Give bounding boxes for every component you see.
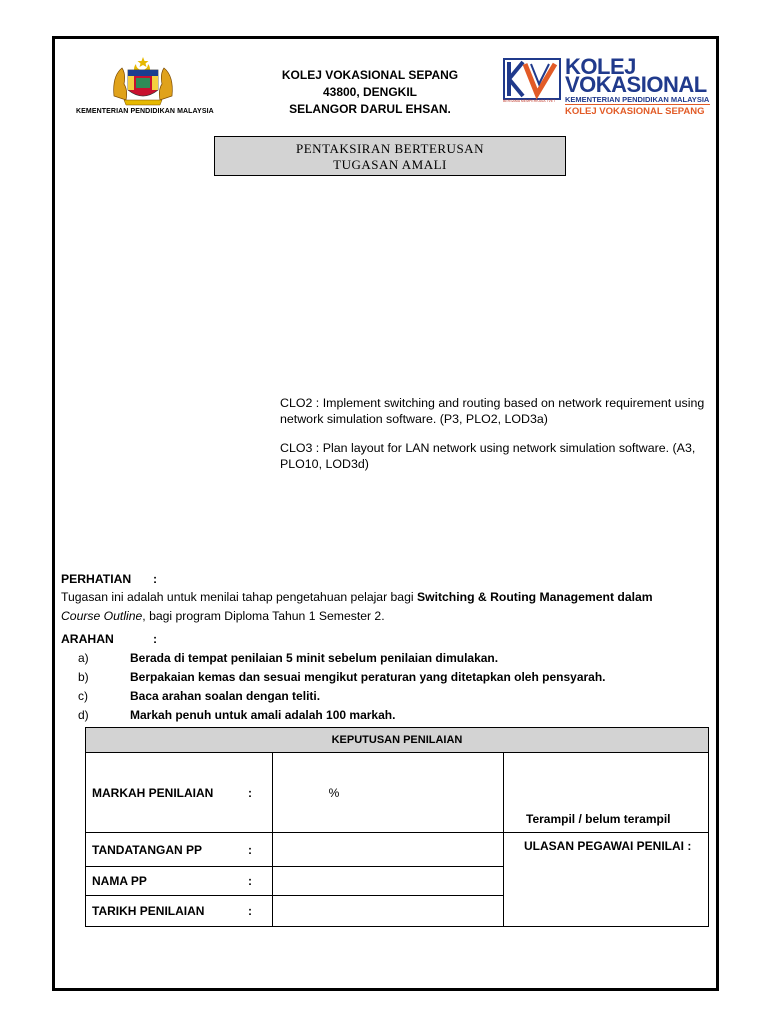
list-item [78, 687, 606, 706]
list-item [78, 668, 606, 687]
tarikh-colon: : [248, 904, 252, 918]
perhatian-paragraph [61, 588, 721, 626]
terampil-cell[interactable] [504, 753, 709, 833]
table-header: KEPUTUSAN PENILAIAN [86, 728, 709, 753]
logo-word-kolej: KOLEJ [565, 54, 636, 79]
kolej-vokasional-logo [503, 56, 713, 120]
list-item-key: c) [78, 689, 88, 703]
school-name: KOLEJ VOKASIONAL SEPANG [281, 68, 459, 82]
list-item-text: Baca arahan soalan dengan teliti. [130, 689, 321, 703]
list-item-key: b) [78, 670, 89, 684]
markah-colon: : [248, 785, 252, 800]
tandatangan-label-cell [86, 833, 273, 867]
list-item-text: Berpakaian kemas dan sesuai mengikut peraturan yang ditetapkan oleh pensyarah. [130, 670, 606, 684]
arahan-heading [61, 632, 158, 646]
perhatian-colon: : [153, 572, 158, 586]
logo-college: KOLEJ VOKASIONAL SEPANG [565, 106, 705, 117]
markah-value-cell[interactable] [273, 753, 504, 833]
coat-of-arms-icon [108, 56, 178, 106]
perhatian-label: PERHATIAN [61, 572, 132, 586]
logo-word-vokasional: VOKASIONAL [565, 72, 707, 97]
perhatian-text-a: Tugasan ini adalah untuk menilai tahap pengetahuan pelajar bagi [61, 590, 417, 604]
percent-sign: % [328, 785, 340, 800]
clo3-text: CLO3 : Plan layout for LAN network using network simulation software. (A3, PLO10, LOD3d) [280, 441, 696, 471]
assessment-title-box [214, 136, 566, 176]
ministry-label: KEMENTERIAN PENDIDIKAN MALAYSIA [76, 108, 214, 115]
ulasan-cell[interactable] [504, 833, 709, 927]
logo-tagline: BERSAMA MEMPERKASA TVET [503, 99, 556, 103]
perhatian-course-outline: Course Outline [61, 609, 143, 623]
tandatangan-colon: : [248, 842, 252, 857]
tandatangan-field[interactable] [273, 833, 504, 867]
clo2-text: CLO2 : Implement switching and routing based on network requirement using network simulation software. (P3, PLO2, LOD3a) [280, 396, 705, 426]
arahan-colon: : [153, 632, 158, 646]
tarikh-label: TARIKH PENILAIAN [92, 904, 205, 918]
perhatian-text-d: , bagi program Diploma Tahun 1 Semester 2. [142, 609, 385, 623]
tarikh-label-cell [86, 896, 273, 927]
terampil-text: Terampil / belum terampil [526, 812, 671, 826]
list-item-key: d) [78, 708, 89, 722]
tarikh-field[interactable] [273, 896, 504, 927]
school-state: SELANGOR DARUL EHSAN. [289, 102, 451, 116]
kv-logo-icon [503, 56, 563, 102]
perhatian-heading [61, 572, 158, 586]
logo-ministry: KEMENTERIAN PENDIDIKAN MALAYSIA [565, 95, 710, 104]
nama-label: NAMA PP [92, 874, 147, 888]
perhatian-text-b: Switching & Routing Management dalam [416, 590, 653, 604]
arahan-label: ARAHAN [61, 632, 114, 646]
nama-label-cell [86, 867, 273, 896]
school-postcode: 43800, DENGKIL [322, 85, 418, 99]
tandatangan-label: TANDATANGAN PP [92, 842, 202, 857]
title-line-2: TUGASAN AMALI [333, 157, 447, 172]
title-line-1: PENTAKSIRAN BERTERUSAN [296, 141, 484, 156]
list-item-text: Berada di tempat penilaian 5 minit sebelum penilaian dimulakan. [130, 651, 499, 665]
ulasan-label: ULASAN PEGAWAI PENILAI : [524, 839, 692, 853]
list-item [78, 706, 606, 725]
assessment-result-table [85, 727, 709, 927]
school-address [255, 67, 485, 118]
markah-label: MARKAH PENILAIAN [92, 785, 214, 800]
list-item-text: Markah penuh untuk amali adalah 100 markah. [130, 708, 396, 722]
nama-colon: : [248, 874, 252, 888]
ministry-crest [76, 56, 214, 118]
logo-divider [565, 104, 710, 105]
list-item [78, 649, 606, 668]
markah-label-cell [86, 753, 273, 833]
arahan-list [78, 649, 606, 725]
nama-field[interactable] [273, 867, 504, 896]
list-item-key: a) [78, 651, 89, 665]
